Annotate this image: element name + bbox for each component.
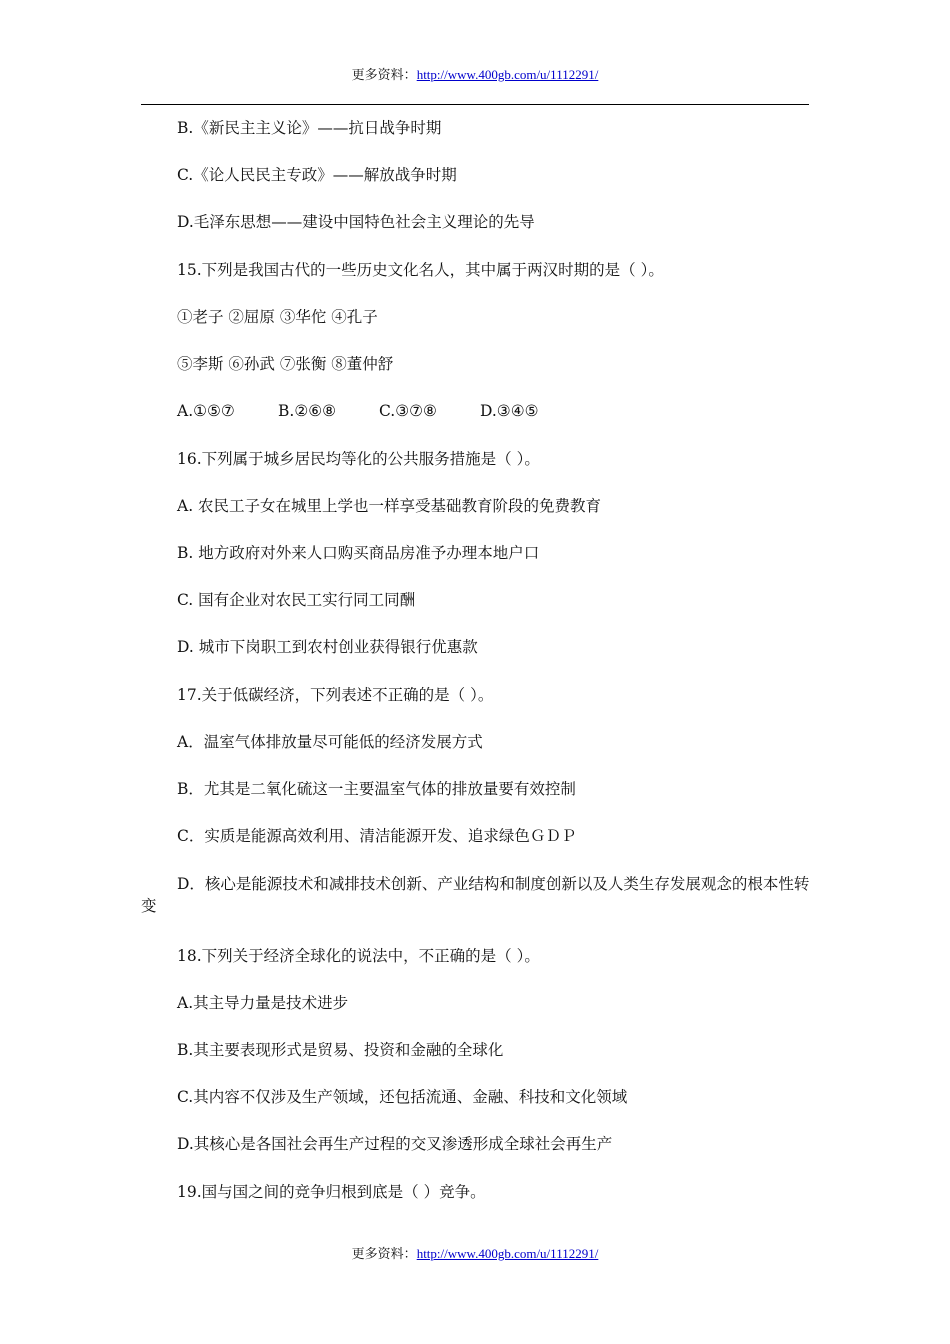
q18-option-d: D.其核心是各国社会再生产过程的交叉渗透形成全球社会再生产 <box>177 1135 613 1153</box>
q18-option-b: B.其主要表现形式是贸易、投资和金融的全球化 <box>177 1041 504 1059</box>
q18-option-a: A.其主导力量是技术进步 <box>177 994 349 1012</box>
q15-stem: 15.下列是我国古代的一些历史文化名人，其中属于两汉时期的是（ ）。 <box>177 261 664 279</box>
q18-option-c: C.其内容不仅涉及生产领域，还包括流通、金融、科技和文化领域 <box>177 1088 628 1106</box>
q17-option-d: D．核心是能源技术和减排技术创新、产业结构和制度创新以及人类生存发展观念的根本性转变 <box>141 875 810 915</box>
q19-stem: 19.国与国之间的竞争归根到底是（ ）竞争。 <box>177 1183 486 1201</box>
header-label: 更多资料： <box>351 68 417 83</box>
header-divider <box>141 104 809 105</box>
footer-label: 更多资料： <box>351 1247 417 1262</box>
q16-stem: 16.下列属于城乡居民均等化的公共服务措施是（ ）。 <box>177 450 540 468</box>
q15-option-c: C.③⑦⑧ <box>379 402 437 420</box>
q17-stem: 17.关于低碳经济，下列表述不正确的是（ ）。 <box>177 686 494 704</box>
q17-option-b: B．尤其是二氧化硫这一主要温室气体的排放量要有效控制 <box>177 780 576 798</box>
q15-option-b: B.②⑥⑧ <box>278 402 337 420</box>
q15-names-row-1: ①老子 ②屈原 ③华佗 ④孔子 <box>177 308 378 326</box>
page-header <box>0 66 950 85</box>
q15-options <box>177 401 539 421</box>
q15-option-a: A.①⑤⑦ <box>177 402 235 420</box>
q16-option-d: D. 城市下岗职工到农村创业获得银行优惠款 <box>177 638 478 656</box>
q18-stem: 18.下列关于经济全球化的说法中，不正确的是（ ）。 <box>177 947 540 965</box>
q14-option-d: D.毛泽东思想——建设中国特色社会主义理论的先导 <box>177 213 535 231</box>
q15-option-d: D.③④⑤ <box>480 402 539 420</box>
q17-option-a: A．温室气体排放量尽可能低的经济发展方式 <box>177 733 483 751</box>
q16-option-a: A. 农民工子女在城里上学也一样享受基础教育阶段的免费教育 <box>177 497 602 515</box>
footer-link[interactable]: http://www.400gb.com/u/1112291/ <box>416 1246 599 1261</box>
q16-option-c: C. 国有企业对农民工实行同工同酬 <box>177 591 416 609</box>
q17-option-c: C．实质是能源高效利用、清洁能源开发、追求绿色ＧＤＰ <box>177 827 577 845</box>
q14-option-c: C.《论人民民主专政》——解放战争时期 <box>177 166 457 184</box>
q16-option-b: B. 地方政府对外来人口购买商品房准予办理本地户口 <box>177 544 540 562</box>
q14-option-b: B.《新民主主义论》——抗日战争时期 <box>177 119 442 137</box>
q15-names-row-2: ⑤李斯 ⑥孙武 ⑦张衡 ⑧董仲舒 <box>177 355 394 373</box>
page-footer <box>0 1245 950 1264</box>
header-link[interactable]: http://www.400gb.com/u/1112291/ <box>416 67 599 82</box>
